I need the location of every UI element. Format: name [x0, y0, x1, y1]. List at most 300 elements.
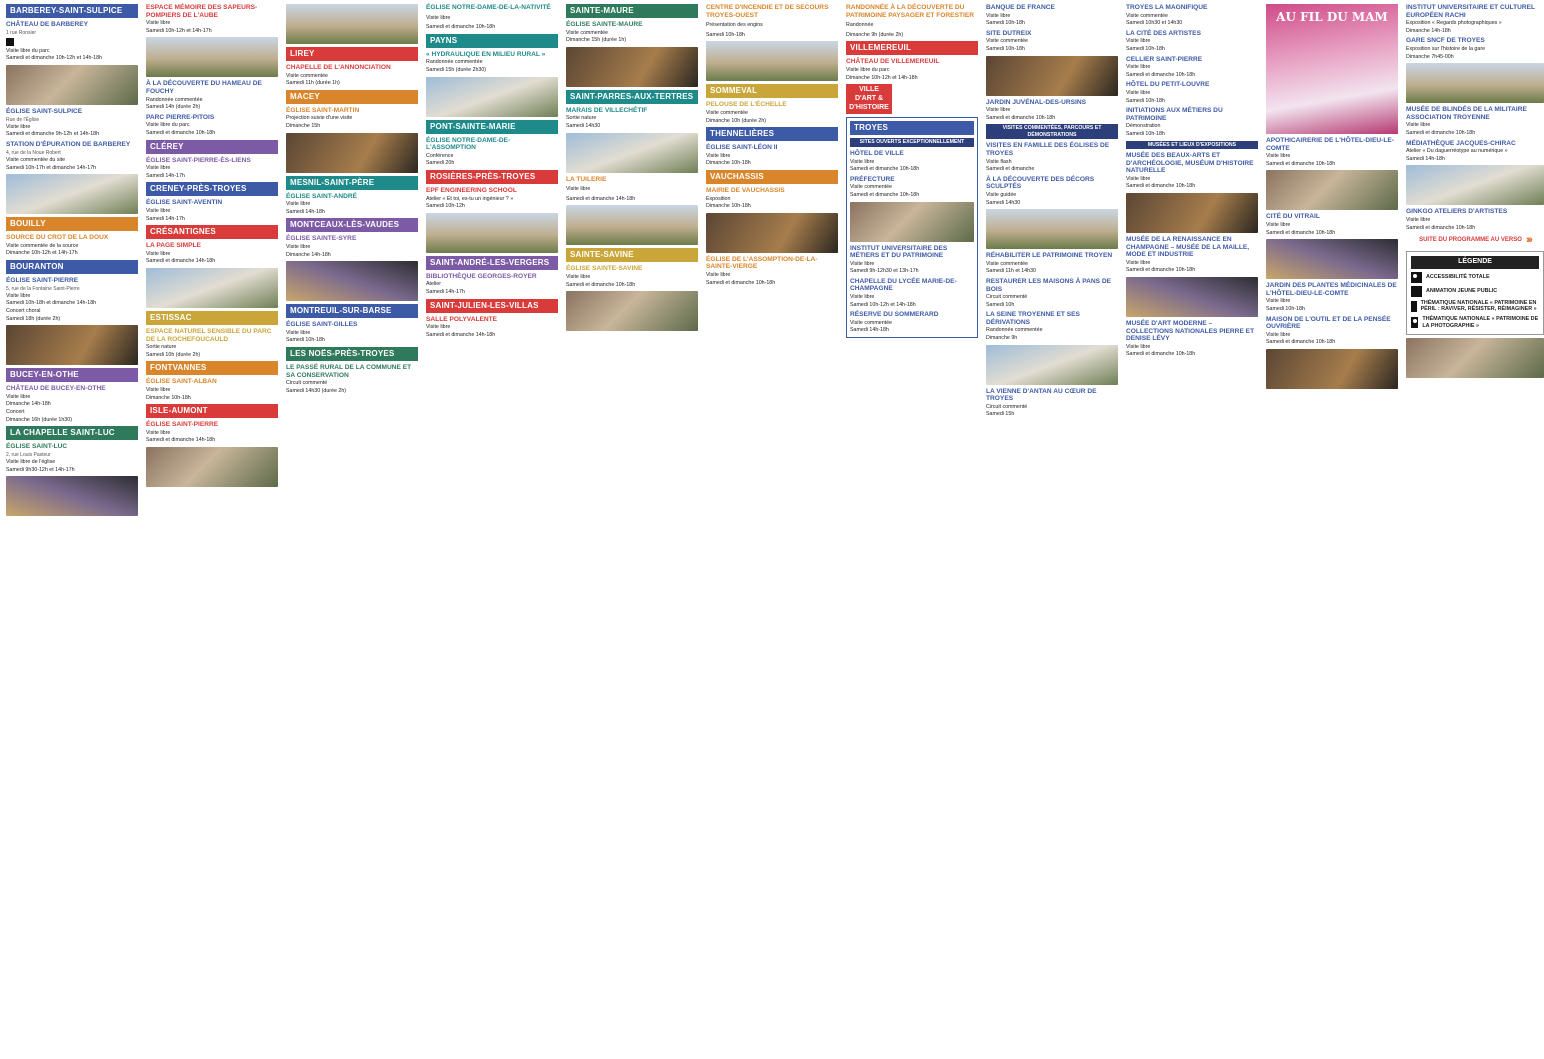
entry-item: Visite libre — [850, 294, 875, 301]
entry-item: Exposition sur l'histoire de la gare — [1406, 45, 1486, 52]
photo-church-nave — [286, 261, 418, 301]
entry-item: Samedi 14h-18h — [286, 208, 325, 215]
entry-item: Samedi et dimanche 10h-18h — [146, 129, 216, 136]
entry-chateau-barberey — [6, 21, 138, 62]
entry-troyes-magnifique — [1126, 4, 1258, 27]
entry-title: ÉGLISE SAINT-PIERRE — [6, 276, 79, 284]
legend — [1406, 251, 1544, 335]
entry-mediatheque — [1406, 140, 1544, 163]
entry-title: ÉGLISE SAINTE-MAURE — [566, 21, 643, 28]
photo-building — [706, 41, 838, 81]
photo-castle — [1406, 338, 1544, 378]
entry-source-crot — [6, 234, 138, 257]
legend-row — [1411, 272, 1539, 283]
entry-title: ÉGLISE SAINT-SULPICE — [6, 108, 83, 116]
entry-jardin-plantes — [1266, 282, 1398, 312]
entry-item: Samedi 10h30 et 14h30 — [1126, 20, 1183, 27]
column-4 — [426, 4, 558, 1055]
entry-item: Samedi 10h-12h et 14h-17h — [146, 27, 212, 34]
entry-title: STATION D'ÉPURATION DE BARBEREY — [6, 141, 131, 149]
entry-rehabiliter — [986, 252, 1118, 275]
entry-lirey — [286, 64, 418, 87]
entry-item: Randonnée commentée — [986, 327, 1043, 334]
entry-title: PRÉFECTURE — [850, 175, 895, 183]
photo-forest — [286, 133, 418, 173]
column-6 — [706, 4, 838, 1055]
entry-villemereuil — [846, 58, 978, 81]
entry-item: Visite libre — [146, 165, 171, 172]
entry-item: Samedi et dimanche 10h-12h et 14h-18h — [6, 55, 102, 62]
band-montceaux: MONTCEAUX-LÈS-VAUDES — [286, 218, 418, 232]
entry-item: Samedi 14h-18h — [850, 327, 889, 334]
entry-title: PARC PIERRE-PITOIS — [146, 113, 215, 121]
entry-item: Samedi et dimanche 10h-18h — [706, 279, 776, 286]
entry-item: Concert — [6, 409, 25, 415]
entry-title: HÔTEL DE VILLE — [850, 149, 904, 157]
entry-item: Visite libre de l'église — [6, 459, 56, 466]
entry-item: Dimanche 10h-18h — [706, 203, 751, 210]
entry-sainte-maure — [566, 21, 698, 44]
entry-payns — [426, 51, 558, 74]
entry-title: TROYES LA MAGNIFIQUE — [1126, 4, 1208, 11]
entry-title: GINKGO ATELIERS D'ARTISTES — [1406, 208, 1508, 216]
entry-item: Visite libre — [146, 429, 171, 436]
entry-item: Samedi 10h-18h — [1266, 305, 1305, 312]
entry-item: Visite libre — [1126, 64, 1151, 71]
entry-item: Visite commentée — [706, 109, 749, 116]
entry-item: Visite libre — [1406, 122, 1431, 129]
entry-sainte-savine — [566, 265, 698, 288]
entry-rosieres — [426, 187, 558, 210]
entry-seine — [986, 311, 1118, 341]
entry-item: Dimanche 16h (durée 1h30) — [6, 416, 72, 423]
wheelchair-icon — [1411, 272, 1422, 283]
entry-item: Samedi 10h-18h et dimanche 14h-18h — [6, 300, 97, 307]
section-visites: VISITES COMMENTÉES, PARCOURS ET DÉMONSTRATIONS — [986, 124, 1118, 139]
entry-item: Visite libre — [1266, 298, 1291, 305]
entry-address: 4, rue de la Noue Robert — [6, 149, 61, 156]
entry-item: Visite flash — [986, 158, 1012, 165]
entry-item: Visite libre — [6, 393, 31, 400]
entry-item: Samedi 14h30 (durée 2h) — [286, 387, 347, 394]
poster-title: AU FIL DU MAM — [1276, 10, 1388, 24]
entry-item: Visite libre — [146, 386, 171, 393]
entry-item: Visite libre — [850, 260, 875, 267]
entry-title: SITE DUTREIX — [986, 29, 1032, 37]
entry-cresantignes — [146, 242, 278, 265]
photo-museum — [1126, 193, 1258, 233]
entry-item: Dimanche 10h-12h et 14h-17h — [6, 250, 78, 257]
entry-saint-andre — [426, 273, 558, 296]
band-saint-julien: SAINT-JULIEN-LES-VILLAS — [426, 299, 558, 313]
entry-item: Visite libre — [986, 12, 1011, 19]
photo-station-building — [1406, 63, 1544, 103]
entry-item: Visite libre du parc — [846, 66, 890, 73]
entry-item: Exposition — [706, 195, 731, 202]
entry-sommerard — [850, 311, 974, 334]
entry-title: INITIATIONS AUX MÉTIERS DU PATRIMOINE — [1126, 107, 1223, 122]
entry-item: Visite commentée — [850, 319, 893, 326]
entry-title: ÉGLISE DE L'ASSOMPTION-DE-LA-SAINTE-VIERGE — [706, 255, 818, 271]
entry-item: Visite libre — [566, 273, 591, 280]
photo-mediatheque — [1406, 165, 1544, 205]
entry-item: Samedi et dimanche 10h-18h — [566, 281, 636, 288]
entry-item: Sortie nature — [566, 115, 597, 122]
band-chapelle-saint-luc: LA CHAPELLE SAINT-LUC — [6, 426, 138, 440]
entry-title: BANQUE DE FRANCE — [986, 4, 1055, 11]
entry-item: Visite libre — [1126, 343, 1151, 350]
entry-item: Samedi 10h — [986, 301, 1015, 308]
entry-item: Visite libre — [986, 107, 1011, 114]
entry-title: À LA DÉCOUVERTE DU HAMEAU DE FOUCHY — [146, 80, 262, 95]
entry-initiations — [1126, 107, 1258, 137]
suite-programme[interactable] — [1406, 234, 1544, 248]
entry-title: ÉGLISE SAINT-GILLES — [286, 321, 358, 329]
entry-item: Samedi 10h-18h — [986, 20, 1025, 27]
photo-group-hike — [426, 77, 558, 117]
entry-item: Samedi 10h-12h — [426, 203, 465, 210]
entry-title: CENTRE D'INCENDIE ET DE SECOURS TROYES-OUEST — [706, 4, 829, 19]
entry-address: 1 rue Ronsier — [6, 29, 37, 36]
entry-title: JARDIN JUVÉNAL-DES-URSINS — [986, 98, 1087, 106]
entry-item: Samedi 10h-12h et 14h-18h — [850, 301, 916, 308]
photo-house — [566, 291, 698, 331]
entry-item: Samedi 14h-18h — [1406, 155, 1445, 162]
entry-title: LA CITÉ DES ARTISTES — [1126, 29, 1201, 37]
entry-item: Visite commentée — [1126, 12, 1169, 19]
photo-workshop — [986, 56, 1118, 96]
entry-item: Visite commentée du site — [6, 156, 66, 163]
entry-maison-outil — [1266, 316, 1398, 346]
entry-item: Samedi 14h30 — [566, 122, 601, 129]
entry-address: 2, rue Louis Pasteur — [6, 451, 51, 458]
entry-item: Visite libre — [1266, 221, 1291, 228]
entry-sommeval — [706, 101, 838, 124]
entry-chateau-bucey — [6, 385, 138, 423]
entry-macey — [286, 107, 418, 130]
entry-petit-louvre — [1126, 81, 1258, 104]
entry-item: Samedi et dimanche 10h-18h — [1126, 183, 1196, 190]
entry-cite-vitrail — [1266, 213, 1398, 236]
entry-pont-sainte-marie — [426, 137, 558, 167]
entry-title: CHÂTEAU DE BARBEREY — [6, 21, 89, 28]
entry-item: Visite commentée — [986, 260, 1029, 267]
photo-exhibition — [1126, 277, 1258, 317]
entry-title: ÉGLISE SAINT-ALBAN — [146, 378, 217, 386]
entry-item: Démonstration — [1126, 123, 1161, 130]
legend-title: LÉGENDE — [1411, 256, 1539, 269]
entry-eglise-saint-luc — [6, 443, 138, 473]
column-1 — [6, 4, 138, 1055]
entry-item: Samedi et dimanche 9h-12h et 14h-18h — [6, 131, 100, 138]
entry-item: Dimanche 10h (durée 2h) — [706, 117, 767, 124]
legend-row — [1411, 286, 1539, 297]
entry-item: Circuit commenté — [286, 380, 328, 387]
entry-item: Exposition « Regards photographiques » — [1406, 20, 1502, 27]
entry-item: Samedi et dimanche 10h-18h — [1406, 129, 1476, 136]
entry-blindes — [1406, 106, 1544, 136]
legend-label: ANIMATION JEUNE PUBLIC — [1426, 287, 1498, 294]
entry-item: Samedi 20h — [426, 160, 455, 167]
entry-item: Visite libre — [850, 158, 875, 165]
entry-title: MAISON DE L'OUTIL ET DE LA PENSÉE OUVRIÈRE — [1266, 315, 1391, 331]
entry-item: Samedi 14h-17h — [146, 215, 185, 222]
child-icon — [1411, 286, 1422, 297]
theme-photo-icon — [1411, 317, 1418, 328]
entry-title: HÔTEL DU PETIT-LOUVRE — [1126, 81, 1210, 89]
entry-item: Circuit commenté — [986, 294, 1028, 301]
band-thennelieres: THENNELIÈRES — [706, 127, 838, 141]
entry-item: Projection suivie d'une visite — [286, 115, 353, 122]
entry-item: Randonnée commentée — [426, 59, 483, 66]
entry-item: Visite libre — [566, 186, 591, 193]
entry-title: ÉGLISE SAINT-MARTIN — [286, 106, 360, 114]
entry-item: Samedi et dimanche 10h-18h — [1126, 351, 1196, 358]
entry-title: APOTHICAIRERIE DE L'HÔTEL-DIEU-LE-COMTE — [1266, 137, 1394, 152]
entry-estissac — [146, 328, 278, 358]
chevron-right-icon: ››› — [1525, 234, 1531, 247]
entry-montreuil — [286, 321, 418, 344]
entry-title: EPF ENGINEERING SCHOOL — [426, 186, 517, 194]
entry-item: Samedi 14h-17h — [146, 172, 185, 179]
entry-title: LA PAGE SIMPLE — [146, 242, 201, 250]
entry-item: Visite libre — [1266, 331, 1291, 338]
entry-item: Samedi et dimanche 10h-18h — [850, 166, 920, 173]
entry-item: Samedi 10h-17h et dimanche 14h-17h — [6, 164, 97, 171]
entry-title: LA VIENNE D'ANTAN AU CŒUR DE TROYES — [986, 387, 1097, 403]
entry-beaux-arts — [1126, 152, 1258, 190]
entry-sapeurs-pompiers — [146, 4, 278, 34]
entry-creney — [146, 199, 278, 222]
entry-visites-famille — [986, 142, 1118, 172]
band-bouilly: BOUILLY — [6, 217, 138, 231]
column-7 — [846, 4, 978, 1055]
entry-item: Samedi et dimanche 10h-18h — [1266, 229, 1336, 236]
entry-item: Conférence — [426, 152, 454, 159]
entry-item: Sortie nature — [146, 344, 177, 351]
entry-item: Visite commentée — [286, 72, 329, 79]
entry-title: ÉGLISE SAINT-PIERRE-ÈS-LIENS — [146, 156, 251, 164]
band-villemereuil: VILLEMEREUIL — [846, 41, 978, 55]
entry-item: Samedi 11h et 14h30 — [986, 268, 1036, 275]
entry-title: ESPACE NATUREL SENSIBLE DU PARC DE LA ROCHEFOUCAULD — [146, 327, 272, 343]
entry-apothicairerie — [1266, 137, 1398, 167]
band-saint-andre: SAINT-ANDRÉ-LES-VERGERS — [426, 256, 558, 270]
entry-item: Dimanche 14h-18h — [1406, 27, 1451, 34]
entry-jardin-juvenal — [986, 99, 1118, 122]
band-bouranton: BOURANTON — [6, 260, 138, 274]
entry-title: MUSÉE DE BLINDÉS DE LA MILITAIRE ASSOCIATION TROYENNE — [1406, 106, 1527, 121]
entry-title: ÉGLISE NOTRE-DAME-DE-LA-NATIVITÉ — [426, 4, 551, 11]
band-sommeval: SOMMEVAL — [706, 84, 838, 98]
column-10 — [1266, 4, 1398, 1055]
entry-item: Samedi et dimanche 10h-18h — [1126, 267, 1196, 274]
band-clerey: CLÉREY — [146, 140, 278, 154]
entry-item: Samedi 9h30-12h et 14h-17h — [6, 466, 75, 473]
entry-item: Samedi et dimanche 14h-18h — [566, 195, 636, 202]
entry-title: CHÂTEAU DE VILLEMEREUIL — [846, 58, 940, 66]
entry-title: RÉHABILITER LE PATRIMOINE TROYEN — [986, 252, 1113, 260]
photo-gallery — [1266, 239, 1398, 279]
entry-item: Visite guidée — [986, 191, 1017, 198]
entry-item: Dimanche 7h45-00h — [1406, 53, 1454, 60]
entry-item: Atelier — [426, 281, 442, 288]
entry-item: Samedi et dimanche 10h-18h — [1406, 224, 1476, 231]
photo-church — [566, 205, 698, 245]
entry-item: Samedi 9h-12h30 et 13h-17h — [850, 268, 919, 275]
band-fontvannes: FONTVANNES — [146, 361, 278, 375]
entry-item: Samedi 10h-18h — [1126, 97, 1165, 104]
entry-title: SALLE POLYVALENTE — [426, 315, 498, 323]
entry-item: Dimanche 15h — [286, 122, 321, 129]
entry-title: ÉGLISE SAINT-PIERRE — [146, 421, 219, 429]
legend-label: THÉMATIQUE NATIONALE « PATRIMOINE DE LA PHOTOGRAPHIE » — [1422, 316, 1539, 329]
entry-item: Samedi et dimanche — [986, 166, 1035, 173]
legend-label: THÉMATIQUE NATIONALE « PATRIMOINE EN PÉRIL : RAVIVER, RÉSISTER, RÉIMAGINER » — [1420, 299, 1537, 313]
entry-item: Visite libre — [6, 123, 31, 130]
entry-item: Visite libre — [426, 324, 451, 331]
entry-item: Visite libre — [146, 20, 171, 27]
entry-title: MUSÉE D'ART MODERNE – COLLECTIONS NATIONALES PIERRE ET DENISE LÉVY — [1126, 319, 1255, 343]
band-mesnil: MESNIL-SAINT-PÈRE — [286, 176, 418, 190]
suite-label: SUITE DU PROGRAMME AU VERSO — [1419, 237, 1522, 244]
entry-title: BIBLIOTHÈQUE GEORGES-ROYER — [426, 272, 537, 280]
photo-station — [6, 174, 138, 214]
band-creney: CRENEY-PRÈS-TROYES — [146, 182, 278, 196]
entry-item: Dimanche 10h-18h — [706, 160, 751, 167]
column-5 — [566, 4, 698, 1055]
entry-title: INSTITUT UNIVERSITAIRE DES MÉTIERS ET DU PATRIMOINE — [850, 244, 948, 260]
entry-item: Samedi et dimanche 14h-18h — [146, 437, 216, 444]
entry-eglise-saint-sulpice — [6, 108, 138, 138]
entry-item: Visite libre — [286, 329, 311, 336]
entry-item: Samedi 15h (durée 2h30) — [426, 66, 487, 73]
entry-item: Dimanche 10h-18h — [146, 394, 191, 401]
photo-stained-glass — [6, 476, 138, 516]
band-troyes: TROYES — [850, 121, 974, 135]
entry-hotel-de-ville — [850, 150, 974, 173]
entry-item: Visite commentée — [986, 38, 1029, 45]
photo-tools — [1266, 349, 1398, 389]
entry-item: Visite libre — [286, 201, 311, 208]
photo-village — [286, 4, 418, 44]
entry-item: Samedi et dimanche 14h-18h — [146, 258, 216, 265]
entry-item: Circuit commenté — [986, 403, 1028, 410]
entry-chapelle-lycee — [850, 278, 974, 308]
entry-isle-aumont — [146, 421, 278, 444]
entry-title: INSTITUT UNIVERSITAIRE ET CULTUREL EUROPÉEN RACHI — [1406, 4, 1535, 19]
photo-chateau — [6, 65, 138, 105]
entry-title: LA TUILERIE — [566, 175, 607, 183]
entry-title: CELLIER SAINT-PIERRE — [1126, 55, 1203, 63]
entry-item: Visite libre — [426, 14, 451, 21]
entry-hameau-fouchy — [146, 80, 278, 110]
entry-title: RANDONNÉE À LA DÉCOUVERTE DU PATRIMOINE PAYSAGER ET FORESTIER — [846, 4, 974, 19]
entry-item: Samedi 10h-18h — [1126, 130, 1165, 137]
entry-item: Dimanche 14h-18h — [6, 401, 51, 408]
entry-item: Samedi 15h — [986, 411, 1015, 418]
entry-title: PELOUSE DE L'ÉCHELLE — [706, 101, 787, 109]
ville-art-histoire-badge: VILLE D'ART & D'HISTOIRE — [846, 84, 892, 114]
entry-title: RESTAURER LES MAISONS À PANS DE BOIS — [986, 277, 1112, 293]
entry-item: Visite libre — [706, 152, 731, 159]
photo-kids-workshop — [146, 268, 278, 308]
entry-title: JARDIN DES PLANTES MÉDICINALES DE L'HÔTEL-DIEU-LE-COMTE — [1266, 282, 1397, 297]
column-11 — [1406, 4, 1544, 1055]
column-9 — [1126, 4, 1258, 1055]
band-estissac: ESTISSAC — [146, 311, 278, 325]
entry-item: Visite libre — [1126, 175, 1151, 182]
band-saint-parres: SAINT-PARRES-AUX-TERTRES — [566, 90, 698, 104]
entry-item: Samedi 11h (durée 1h) — [286, 80, 340, 87]
entry-item: Samedi 10h-18h — [986, 45, 1025, 52]
photo-street — [986, 209, 1118, 249]
entry-item: Samedi et dimanche 10h-18h — [1266, 160, 1336, 167]
entry-item: Atelier « Et toi, es-tu un ingénieur ? » — [426, 195, 514, 202]
entry-item: Dimanche 14h-18h — [286, 251, 331, 258]
entry-title: ÉGLISE NOTRE-DAME-DE-L'ASSOMPTION — [426, 136, 511, 152]
photo-prefecture — [850, 202, 974, 242]
photo-fire-truck — [146, 37, 278, 77]
entry-item: Samedi 18h (durée 2h) — [6, 315, 61, 322]
entry-parc-pitois — [146, 114, 278, 137]
band-cresantignes: CRÉSANTIGNES — [146, 225, 278, 239]
entry-item: Dimanche 10h-12h et 14h-18h — [846, 74, 918, 81]
entry-institut — [850, 245, 974, 275]
entry-item: Visite libre — [146, 250, 171, 257]
entry-pans-de-bois — [986, 278, 1118, 308]
entry-address: Rue de l'Église — [6, 116, 40, 123]
entry-title: CITÉ DU VITRAIL — [1266, 213, 1320, 221]
photo-hall — [566, 47, 698, 87]
legend-row — [1411, 300, 1539, 314]
entry-title: MUSÉE DE LA RENAISSANCE EN CHAMPAGNE – MUSÉE DE LA MAILLE, MODE ET INDUSTRIE — [1126, 236, 1250, 259]
entry-art-moderne — [1126, 320, 1258, 358]
entry-title: RÉSERVE DU SOMMERARD — [850, 311, 939, 319]
entry-item: Samedi et dimanche 14h-18h — [426, 331, 496, 338]
band-montreuil: MONTREUIL-SUR-BARSE — [286, 304, 418, 318]
band-pont-sainte-marie: PONT-SAINTE-MARIE — [426, 120, 558, 134]
entry-item: Visite libre — [1126, 89, 1151, 96]
entry-item: Samedi et dimanche 10h-18h — [850, 191, 920, 198]
section-sites: SITES OUVERTS EXCEPTIONNELLEMENT — [850, 138, 974, 147]
entry-ginkgo — [1406, 208, 1544, 231]
entry-item: Samedi 10h-18h — [706, 31, 745, 38]
entry-item: Samedi et dimanche 10h-18h — [426, 24, 496, 31]
entry-station-epuration — [6, 141, 138, 171]
entry-title: ESPACE MÉMOIRE DES SAPEURS-POMPIERS DE L'AUBE — [146, 4, 258, 19]
entry-gare — [1406, 37, 1544, 60]
entry-item: Présentation des engins — [706, 22, 763, 29]
entry-item: Samedi 14h (durée 2h) — [146, 104, 201, 111]
entry-item: Dimanche 9h — [986, 335, 1018, 342]
entry-item: Visite libre — [706, 271, 731, 278]
entry-item: Visite libre — [1266, 153, 1291, 160]
entry-vauchassis — [706, 187, 838, 210]
entry-noes — [286, 364, 418, 394]
entry-item: Visite commentée — [850, 184, 893, 191]
entry-saint-parres — [566, 107, 698, 130]
entry-fontvannes — [146, 378, 278, 401]
entry-saint-julien — [426, 316, 558, 339]
band-noes: LES NOËS-PRÈS-TROYES — [286, 347, 418, 361]
entry-mesnil — [286, 193, 418, 216]
legend-row — [1411, 316, 1539, 330]
theme-peril-icon — [1411, 301, 1417, 312]
entry-title: SOURCE DU CROT DE LA DOUX — [6, 234, 109, 242]
entry-item: Randonnée — [846, 22, 874, 29]
entry-title: ÉGLISE SAINT-ANDRÉ — [286, 192, 358, 200]
